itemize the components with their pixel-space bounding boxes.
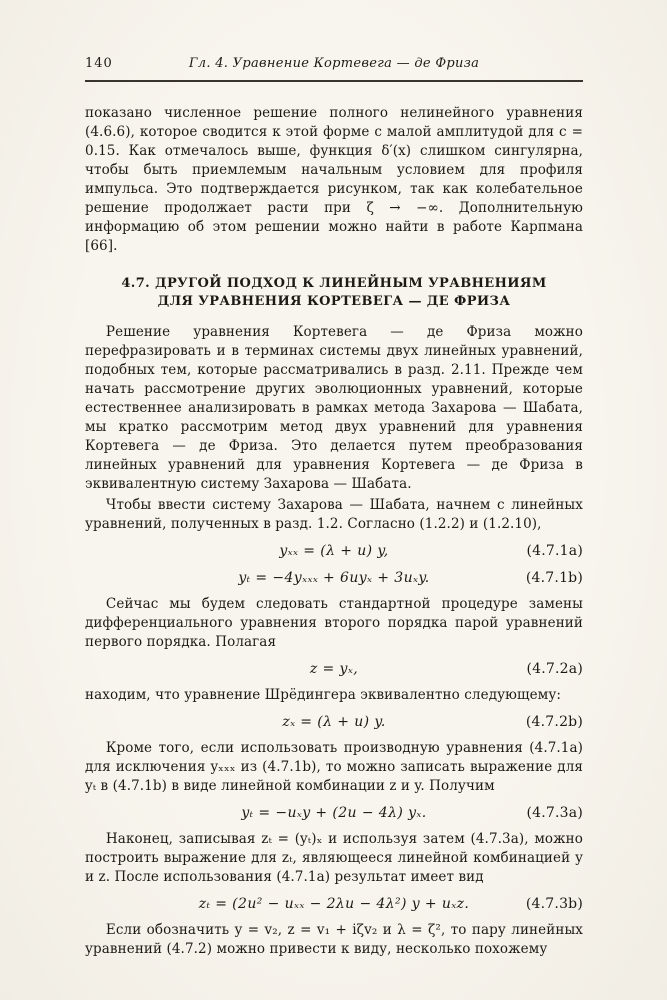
equation-4-7-3a xyxy=(85,803,583,823)
equation-number: (4.7.3a) xyxy=(526,805,583,821)
paragraph-derivative: Кроме того, если использовать производную уравнения (4.7.1a) для исключения yₓₓₓ из (4.7.1b), то можно записать выражение для yₜ в (4.7.1b) в виде линейной комбинации z и y. Получим xyxy=(85,740,583,794)
section-heading xyxy=(95,275,573,310)
section-heading-line2: ДЛЯ УРАВНЕНИЯ КОРТЕВЕГА — ДЕ ФРИЗА xyxy=(157,293,511,309)
paragraph-final-construction: Наконец, записывая zₜ = (yₜ)ₓ и используя затем (4.7.3а), можно построить выражение для zₜ, являющееся линейной комбинацией y и z. После использования (4.7.1а) результат имеет вид xyxy=(85,831,583,885)
equation-number: (4.7.2a) xyxy=(526,661,583,677)
equation-formula: z = yₓ, xyxy=(309,661,359,677)
page-number: 140 xyxy=(85,56,113,71)
paragraph-substitution: Если обозначить y = v₂, z = v₁ + iζv₂ и λ = ζ², то пару линейных уравнений (4.7.2) можно привести к виду, несколько похожему xyxy=(85,922,583,957)
equation-number: (4.7.1a) xyxy=(526,543,583,559)
equation-4-7-1b xyxy=(85,568,583,588)
equation-number: (4.7.3b) xyxy=(525,896,583,912)
equation-formula: yₜ = −4yₓₓₓ + 6uyₓ + 3uₓy. xyxy=(238,570,430,586)
equation-formula: yₓₓ = (λ + u) y, xyxy=(279,543,389,559)
equation-4-7-1a xyxy=(85,541,583,561)
equation-formula: zₜ = (2u² − uₓₓ − 2λu − 4λ²) y + uₓz. xyxy=(198,896,470,912)
equation-number: (4.7.2b) xyxy=(525,714,583,730)
equation-number: (4.7.1b) xyxy=(525,570,583,586)
equation-formula: yₜ = −uₓy + (2u − 4λ) yₓ. xyxy=(241,805,427,821)
paragraph-procedure: Сейчас мы будем следовать стандартной процедуре замены дифференциального уравнения второго порядка парой уравнений первого порядка. Полагая xyxy=(85,596,583,650)
paragraph-continuation: показано численное решение полного нелинейного уравнения (4.6.6), которое сводится к этой форме с малой амплитудой для c = 0.15. Как отмечалось выше, функция δ′(x) слишком сингулярна, чтобы быть приемлемым начальным условием для профиля импульса. Это подтверждается рисунком, так как колебательное решение продолжает расти при ζ → −∞. Дополнительную информацию об этом решении можно найти в работе Карпмана [66]. xyxy=(85,105,583,254)
equation-formula: zₓ = (λ + u) y. xyxy=(282,714,386,730)
paragraph-schrodinger: находим, что уравнение Шрёдингера эквивалентно следующему: xyxy=(85,687,562,703)
equation-4-7-2a xyxy=(85,659,583,679)
equation-4-7-2b xyxy=(85,712,583,732)
equation-4-7-3b xyxy=(85,894,583,914)
page-header xyxy=(85,56,583,82)
paragraph-overview: Решение уравнения Кортевега — де Фриза можно перефразировать и в терминах системы двух линейных уравнений, подобных тем, которые рассматривались в разд. 2.11. Прежде чем начать рассмотрение других эволюционных уравнений, которые естественнее анализировать в рамках метода Захарова — Шабата, мы кратко рассмотрим метод двух уравнений для уравнения Кортевега — де Фриза. Это делается путем преобразования линейных уравнений для уравнения Кортевега — де Фриза в эквивалентную систему Захарова — Шабата. xyxy=(85,324,583,492)
section-heading-line1: 4.7. ДРУГОЙ ПОДХОД К ЛИНЕЙНЫМ УРАВНЕНИЯМ xyxy=(121,276,547,291)
paragraph-intro-system: Чтобы ввести систему Захарова — Шабата, начнем с линейных уравнений, полученных в разд. 1.2. Согласно (1.2.2) и (1.2.10), xyxy=(85,497,583,532)
running-title: Гл. 4. Уравнение Кортевега — де Фриза xyxy=(188,56,480,71)
